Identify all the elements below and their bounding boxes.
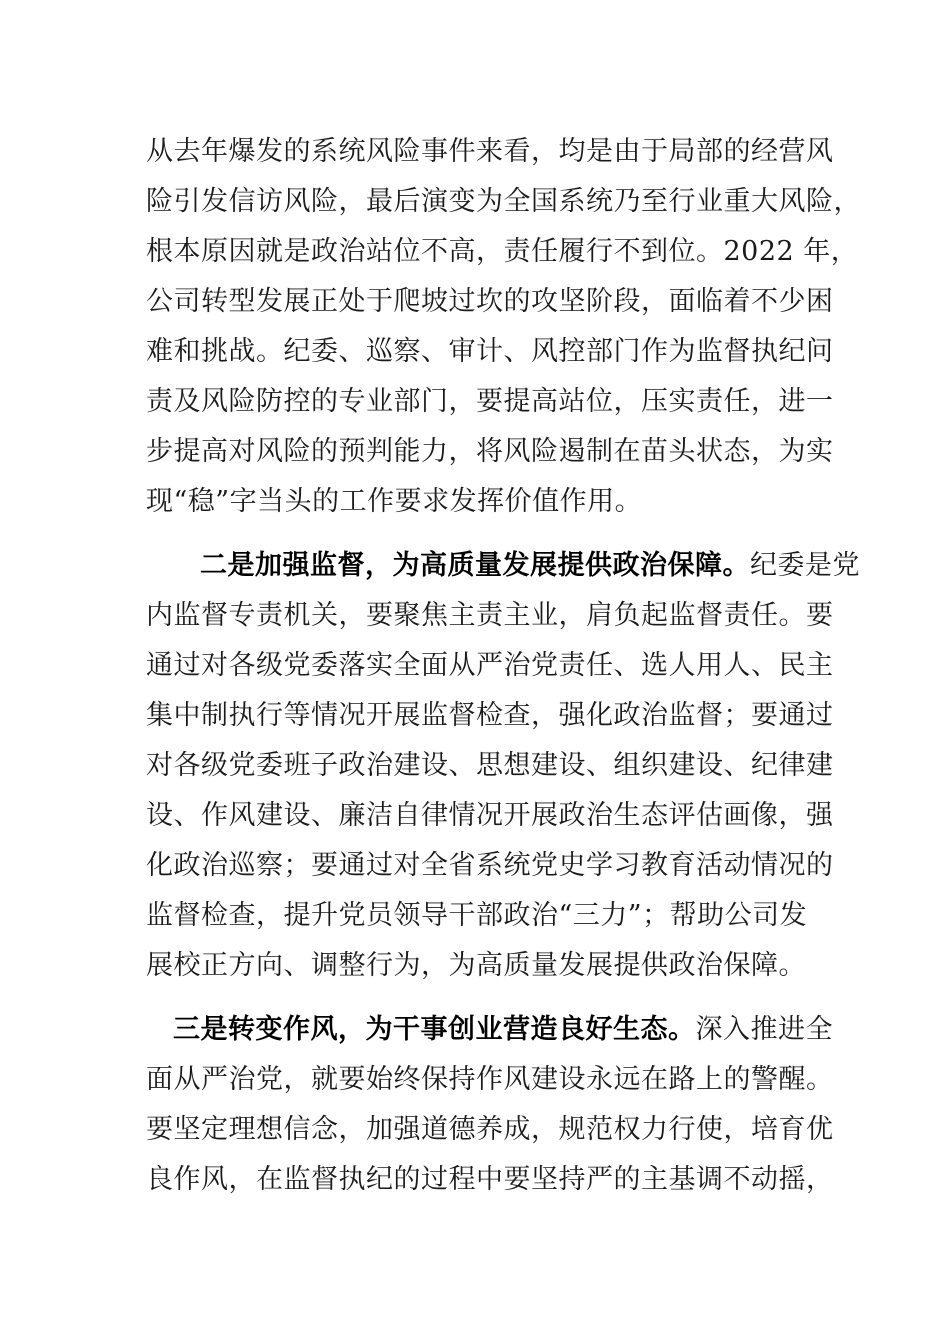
paragraph-1-line-8: 现“稳”字当头的工作要求发挥价值作用。	[146, 486, 643, 517]
paragraph-2-line-3: 通过对各级党委落实全面从严治党责任、选人用人、民主	[146, 650, 834, 681]
paragraph-2-line-2: 内监督专责机关，要聚焦主责主业，肩负起监督责任。要	[146, 600, 834, 631]
paragraph-3-first-line-text: 深入推进全	[695, 1014, 833, 1045]
paragraph-2-line-6: 设、作风建设、廉洁自律情况开展政治生态评估画像，强	[146, 800, 834, 831]
paragraph-3-line-4: 良作风，在监督执纪的过程中要坚持严的主基调不动摇，	[146, 1164, 834, 1195]
paragraph-2-line-8: 监督检查，提升党员领导干部政治“三力”；帮助公司发	[146, 900, 808, 931]
paragraph-1-line-2: 险引发信访风险，最后演变为全国系统乃至行业重大风险，	[146, 186, 861, 217]
paragraph-2-heading: 二是加强监督，为高质量发展提供政治保障。	[200, 550, 750, 581]
paragraph-2-line-5: 对各级党委班子政治建设、思想建设、组织建设、纪律建	[146, 750, 834, 781]
paragraph-3-line-1	[146, 1010, 833, 1050]
paragraph-2-first-line-text: 纪委是党	[750, 550, 860, 581]
paragraph-1-line-3: 根本原因就是政治站位不高，责任履行不到位。2022 年，	[146, 236, 859, 267]
paragraph-1-line-4: 公司转型发展正处于爬坡过坎的攻坚阶段，面临着不少困	[146, 286, 834, 317]
paragraph-3-line-3: 要坚定理想信念，加强道德养成，规范权力行使，培育优	[146, 1114, 834, 1145]
paragraph-2-line-7: 化政治巡察；要通过对全省系统党史学习教育活动情况的	[146, 850, 834, 881]
paragraph-3-heading: 三是转变作风，为干事创业营造良好生态。	[173, 1014, 696, 1045]
paragraph-1-line-1: 从去年爆发的系统风险事件来看，均是由于局部的经营风	[146, 136, 834, 167]
paragraph-2-line-4: 集中制执行等情况开展监督检查，强化政治监督；要通过	[146, 700, 834, 731]
paragraph-2-line-1	[146, 546, 860, 586]
paragraph-1-line-7: 步提高对风险的预判能力，将风险遏制在苗头状态，为实	[146, 436, 834, 467]
paragraph-2-line-9: 展校正方向、调整行为，为高质量发展提供政治保障。	[146, 950, 806, 981]
paragraph-1-line-5: 难和挑战。纪委、巡察、审计、风控部门作为监督执纪问	[146, 336, 834, 367]
paragraph-3-line-2: 面从严治党，就要始终保持作风建设永远在路上的警醒。	[146, 1064, 834, 1095]
paragraph-1-line-6: 责及风险防控的专业部门，要提高站位，压实责任，进一	[146, 386, 834, 417]
